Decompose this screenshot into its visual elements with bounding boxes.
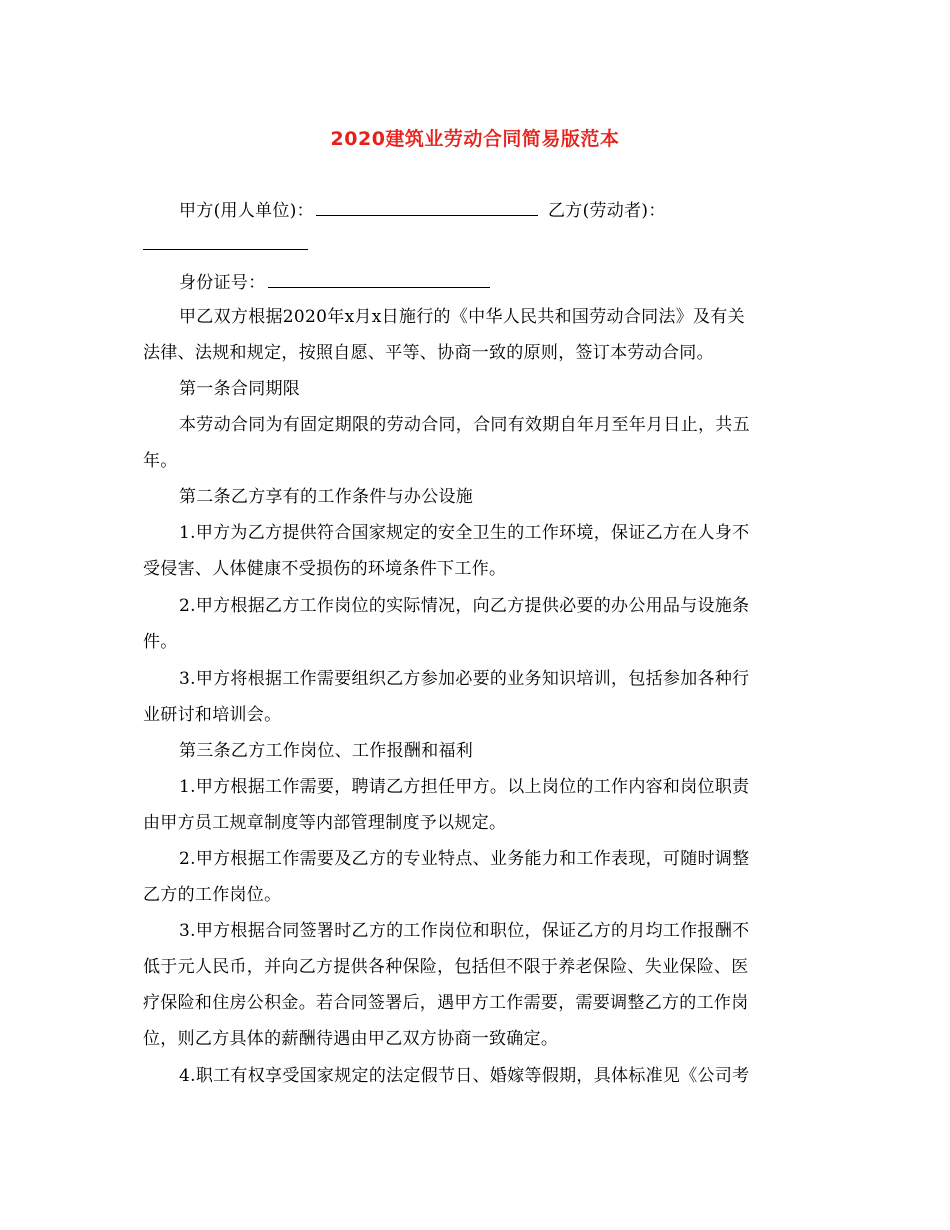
section-heading: 第一条合同期限 — [179, 379, 301, 399]
paragraph-line: 3.甲方根据合同签署时乙方的工作岗位和职位，保证乙方的月均工作报酬不 — [179, 921, 750, 941]
paragraph-line: 2.甲方根据乙方工作岗位的实际情况，向乙方提供必要的办公用品与设施条 — [179, 596, 750, 616]
paragraph-line: 年。 — [143, 451, 178, 471]
paragraph-line: 甲乙双方根据2020年x月x日施行的《中华人民共和国劳动合同法》及有关 — [179, 307, 745, 327]
paragraph-line: 1.甲方为乙方提供符合国家规定的安全卫生的工作环境，保证乙方在人身不 — [179, 523, 750, 543]
paragraph-line: 疗保险和住房公积金。若合同签署后，遇甲方工作需要，需要调整乙方的工作岗 — [143, 993, 749, 1013]
paragraph-line: 1.甲方根据工作需要，聘请乙方担任甲方。以上岗位的工作内容和岗位职责 — [179, 777, 750, 797]
document-title: 2020建筑业劳动合同简易版范本 — [330, 128, 620, 150]
party-a-blank[interactable] — [316, 199, 538, 216]
paragraph-line: 件。 — [143, 632, 178, 652]
paragraph-line: 2.甲方根据工作需要及乙方的专业特点、业务能力和工作表现，可随时调整 — [179, 849, 750, 869]
paragraph-line: 法律、法规和规定，按照自愿、平等、协商一致的原则，签订本劳动合同。 — [143, 343, 714, 363]
party-b-blank[interactable] — [143, 233, 308, 250]
paragraph-line: 位，则乙方具体的薪酬待遇由甲乙双方协商一致确定。 — [143, 1029, 559, 1049]
party-line — [179, 199, 849, 221]
paragraph-line: 4.职工有权享受国家规定的法定假节日、婚嫁等假期，具体标准见《公司考 — [179, 1066, 750, 1086]
paragraph-line: 由甲方员工规章制度等内部管理制度予以规定。 — [143, 813, 507, 833]
paragraph-line: 低于元人民币，并向乙方提供各种保险，包括但不限于养老保险、失业保险、医 — [143, 957, 749, 977]
id-blank[interactable] — [268, 271, 490, 288]
section-heading: 第二条乙方享有的工作条件与办公设施 — [179, 487, 474, 507]
id-label: 身份证号： — [179, 273, 266, 293]
party-b-blank-line — [143, 233, 813, 255]
paragraph-line: 3.甲方将根据工作需要组织乙方参加必要的业务知识培训，包括参加各种行 — [179, 669, 750, 689]
party-b-label: 乙方(劳动者)： — [547, 201, 666, 221]
id-line — [179, 271, 849, 293]
party-a-label: 甲方(用人单位)： — [179, 201, 314, 221]
paragraph-line: 业研讨和培训会。 — [143, 705, 282, 725]
section-heading: 第三条乙方工作岗位、工作报酬和福利 — [179, 741, 474, 761]
paragraph-line: 本劳动合同为有固定期限的劳动合同，合同有效期自年月至年月日止，共五 — [179, 415, 750, 435]
paragraph-line: 乙方的工作岗位。 — [143, 885, 282, 905]
paragraph-line: 受侵害、人体健康不受损伤的环境条件下工作。 — [143, 559, 507, 579]
